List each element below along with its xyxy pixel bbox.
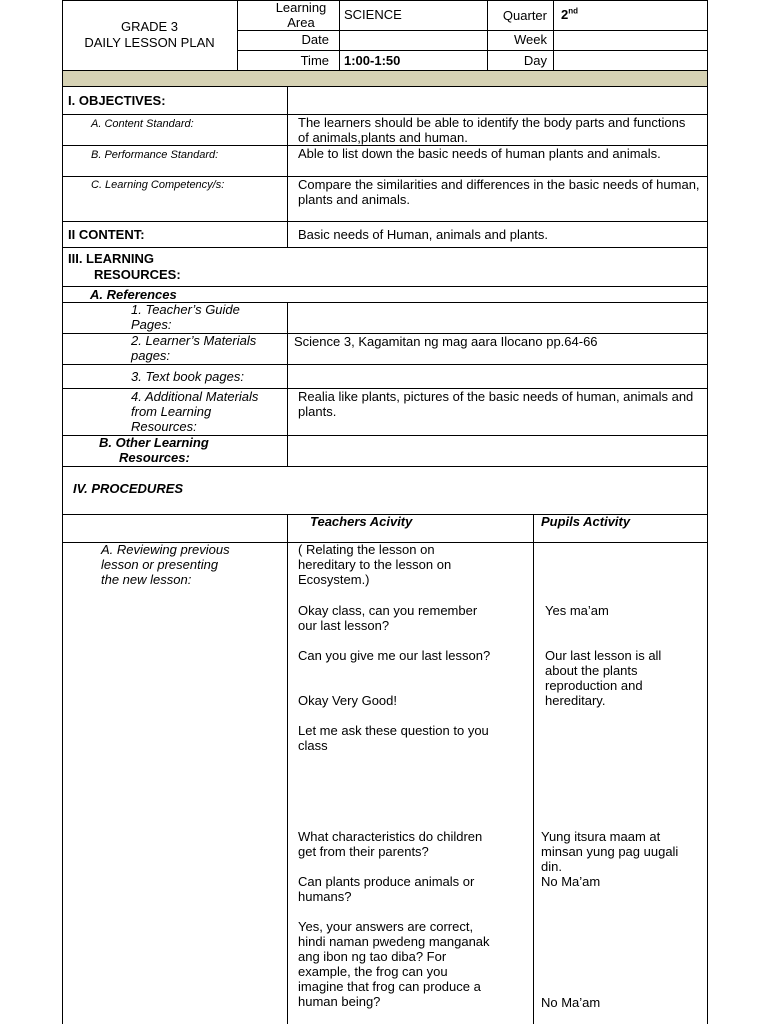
main-col-divider — [287, 86, 288, 248]
content-standard-label: A. Content Standard: — [91, 118, 194, 130]
learning-area-label: Learning Area — [275, 0, 327, 30]
textbook-label: 3. Text book pages: — [131, 369, 244, 384]
other-resources-label-line2: Resources: — [119, 450, 190, 465]
other-resources-label-line1: B. Other Learning — [99, 435, 209, 450]
date-label: Date — [301, 32, 329, 47]
pupil-line: No Ma’am — [541, 874, 601, 889]
band-bottom-line — [62, 86, 708, 87]
time-label: Time — [300, 53, 329, 68]
quarter-label: Quarter — [502, 8, 547, 23]
quarter-value: 2nd — [561, 6, 579, 22]
learners-materials-label: 2. Learner’s Materials pages: — [131, 333, 257, 363]
content-value: Basic needs of Human, animals and plants. — [298, 227, 549, 242]
table-border-right — [707, 0, 708, 1024]
teachers-activity-header: Teachers Acivity — [310, 514, 413, 529]
teacher-line: What characteristics do children get from their parents? — [298, 829, 483, 859]
header-row-divider — [237, 50, 708, 51]
objectives-title: I. OBJECTIVES: — [68, 93, 166, 108]
performance-standard-value: Able to list down the basic needs of human plants and animals. — [298, 146, 661, 161]
pupil-line: Yung itsura maam at minsan yung pag uugali din. — [541, 829, 679, 874]
teacher-line: Can plants produce animals or humans? — [298, 874, 475, 904]
resources-title-line2: RESOURCES: — [94, 267, 181, 282]
main-col-divider — [287, 302, 288, 466]
table-border-left — [62, 0, 63, 1024]
teacher-line: Okay Very Good! — [298, 693, 397, 708]
time-value: 1:00-1:50 — [344, 53, 401, 68]
learning-area-value: SCIENCE — [344, 7, 402, 22]
row-line — [62, 247, 708, 248]
pupil-line: Yes ma’am — [545, 603, 609, 618]
pupil-line: No Ma’am — [541, 995, 601, 1010]
resources-title-line1: III. LEARNING — [68, 251, 154, 266]
header-row-divider — [237, 30, 708, 31]
header-col-divider — [553, 0, 554, 71]
week-label: Week — [514, 32, 547, 47]
performance-standard-label: B. Performance Standard: — [91, 149, 219, 161]
main-col-divider — [287, 515, 288, 1024]
row-line — [62, 221, 708, 222]
header-col-divider — [339, 0, 340, 71]
pupils-col-divider — [533, 515, 534, 1024]
teachers-guide-label: 1. Teacher’s Guide Pages: — [131, 302, 240, 332]
content-title: II CONTENT: — [68, 227, 145, 242]
row-line — [62, 364, 708, 365]
teacher-line: ( Relating the lesson on hereditary to the lesson on Ecosystem.) — [298, 542, 452, 587]
additional-materials-label: 4. Additional Materials from Learning Resources: — [131, 389, 259, 434]
day-label: Day — [523, 53, 547, 68]
additional-materials-value: Realia like plants, pictures of the basic needs of human, animals and plants. — [298, 389, 694, 419]
competency-label: C. Learning Competency/s: — [91, 179, 225, 191]
table-border-top — [62, 0, 708, 1]
pupils-activity-header: Pupils Activity — [541, 514, 631, 529]
teacher-line: Can you give me our last lesson? — [298, 648, 491, 663]
teacher-line: Okay class, can you remember our last lesson? — [298, 603, 478, 633]
procedures-title: IV. PROCEDURES — [73, 481, 184, 496]
content-standard-value: The learners should be able to identify the body parts and functions of animals,plants and human. — [298, 115, 686, 145]
teacher-line: Let me ask these question to you class — [298, 723, 489, 753]
teacher-line: Yes, your answers are correct, hindi naman pwedeng manganak ang ibon ng tao diba? For example, the frog can you imagine that frog can produce a human being? — [298, 919, 490, 1009]
pupil-line: Our last lesson is all about the plants reproduction and hereditary. — [545, 648, 662, 708]
header-band — [63, 71, 707, 86]
row-line — [62, 466, 708, 467]
plan-title: DAILY LESSON PLAN — [84, 35, 215, 50]
grade-label: GRADE 3 — [120, 19, 179, 34]
quarter-suffix: nd — [568, 6, 579, 16]
step-a-label: A. Reviewing previous lesson or presenting the new lesson: — [101, 542, 230, 587]
references-label: A. References — [90, 287, 177, 302]
learners-materials-value: Science 3, Kagamitan ng mag aara Ilocano pp.64-66 — [294, 334, 598, 349]
competency-value: Compare the similarities and differences in the basic needs of human, plants and animals. — [298, 177, 700, 207]
